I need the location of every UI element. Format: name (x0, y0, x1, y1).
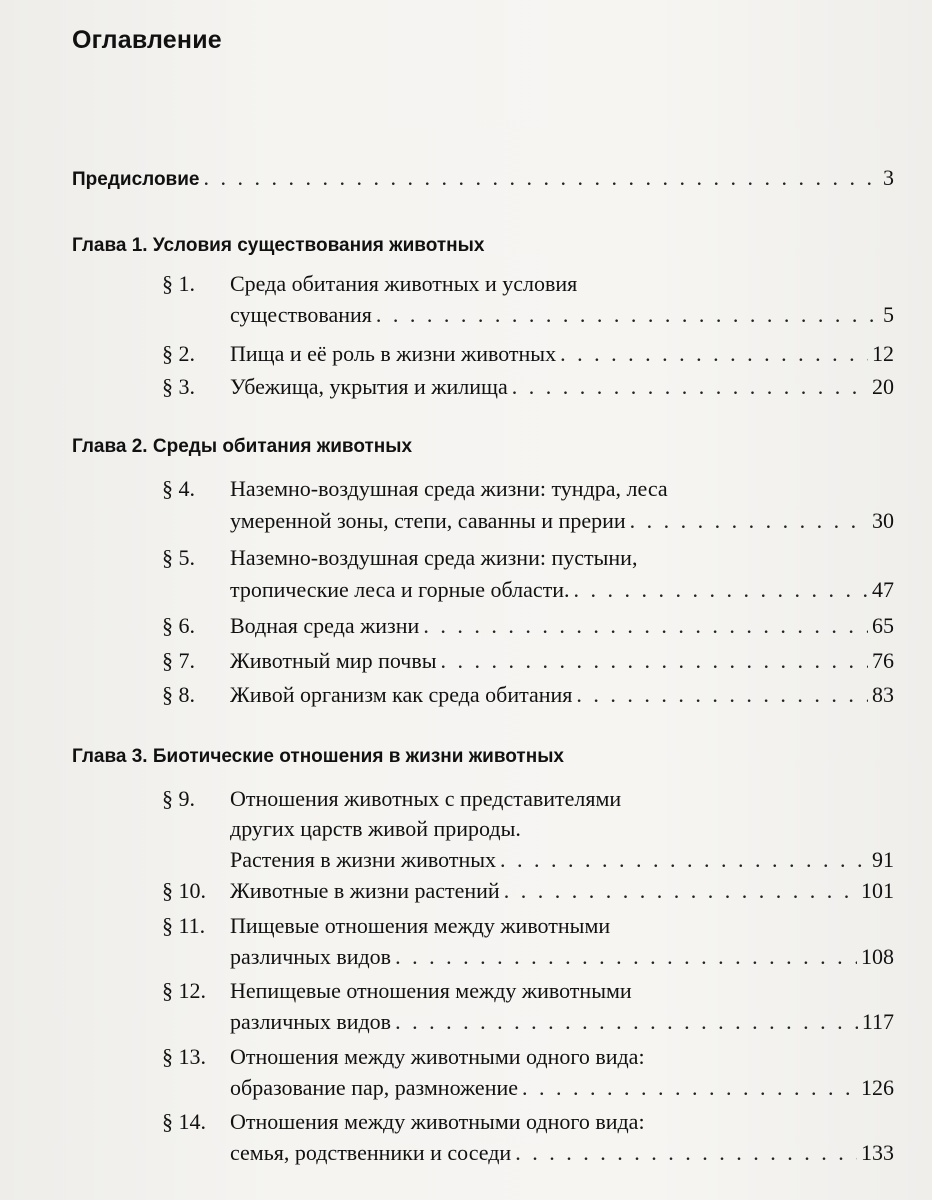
dot-leader (630, 506, 868, 536)
section-title-line: Отношения между животными одного вида: (230, 1109, 645, 1134)
section-number: § 14. (162, 1109, 206, 1134)
dot-leader (376, 300, 879, 330)
page-number: 47 (872, 577, 894, 602)
page-number: 5 (883, 302, 894, 327)
dot-leader (395, 942, 857, 972)
section-title-line: Животные в жизни растений (230, 878, 500, 903)
section-number: § 8. (162, 682, 195, 707)
section-title-line: Отношения между животными одного вида: (230, 1044, 645, 1069)
page-number: 133 (861, 1140, 894, 1165)
section-number: § 10. (162, 878, 206, 903)
page-title: Оглавление (72, 26, 222, 54)
section-title-line: Живой организм как среда обитания (230, 682, 573, 707)
dot-leader (204, 163, 880, 193)
section-title-line: различных видов (230, 944, 392, 969)
dot-leader (512, 372, 868, 402)
chapter-heading: Глава 1. Условия существования животных (72, 235, 485, 256)
section-title-line: Наземно-воздушная среда жизни: тундра, леса (230, 476, 668, 501)
section-number: § 4. (162, 476, 195, 501)
section-title-line: Убежища, укрытия и жилища (230, 374, 508, 399)
dot-leader (441, 646, 868, 676)
dot-leader (423, 611, 868, 641)
page-number: 117 (861, 1009, 894, 1034)
page-number: 12 (872, 341, 894, 366)
section-title-line: Пищевые отношения между животными (230, 913, 611, 938)
page-number: 101 (861, 878, 894, 903)
page-number: 20 (872, 374, 894, 399)
section-number: § 11. (162, 913, 206, 938)
dot-leader (560, 339, 868, 369)
section-number: § 12. (162, 978, 206, 1003)
section-title-line: Животный мир почвы (230, 648, 437, 673)
toc-entry-preface[interactable] (72, 163, 894, 195)
section-title-line: образование пар, размножение (230, 1075, 519, 1100)
dot-leader (504, 876, 857, 906)
section-title-line: различных видов (230, 1009, 392, 1034)
section-number: § 13. (162, 1044, 206, 1069)
page-number: 76 (872, 648, 894, 673)
preface-label: Предисловие (72, 169, 200, 190)
section-title-line: Непищевые отношения между животными (230, 978, 632, 1003)
section-number: § 7. (162, 648, 195, 673)
chapter-heading: Глава 3. Биотические отношения в жизни животных (72, 746, 564, 767)
page-number: 108 (861, 944, 894, 969)
page-number: 3 (883, 165, 894, 190)
page-number: 30 (872, 508, 894, 533)
dot-leader (522, 1073, 857, 1103)
section-number: § 5. (162, 545, 195, 570)
section-title-line: тропические леса и горные области. (230, 577, 570, 602)
section-title-line: существования (230, 302, 372, 327)
section-number: § 6. (162, 613, 195, 638)
page-number: 126 (861, 1075, 894, 1100)
dot-leader (500, 845, 868, 875)
dot-leader (576, 680, 868, 710)
section-title-line: Наземно-воздушная среда жизни: пустыни, (230, 545, 638, 570)
page-number: 65 (872, 613, 894, 638)
section-title-line: Водная среда жизни (230, 613, 420, 638)
page-number: 91 (872, 847, 894, 872)
section-title-line: Пища и её роль в жизни животных (230, 341, 557, 366)
chapter-heading: Глава 2. Среды обитания животных (72, 436, 413, 457)
section-number: § 2. (162, 341, 195, 366)
dot-leader (574, 575, 869, 605)
section-title-line: умеренной зоны, степи, саванны и прерии (230, 508, 626, 533)
section-title-line: семья, родственники и соседи (230, 1140, 512, 1165)
section-title-line: других царств живой природы. (230, 816, 521, 841)
page-number: 83 (872, 682, 894, 707)
section-number: § 3. (162, 374, 195, 399)
dot-leader (515, 1138, 857, 1168)
section-number: § 1. (162, 271, 195, 296)
section-number: § 9. (162, 786, 195, 811)
section-title-line: Отношения животных с представителями (230, 786, 622, 811)
dot-leader (395, 1007, 858, 1037)
section-title-line: Растения в жизни животных (230, 847, 496, 872)
section-title-line: Среда обитания животных и условия (230, 271, 578, 296)
